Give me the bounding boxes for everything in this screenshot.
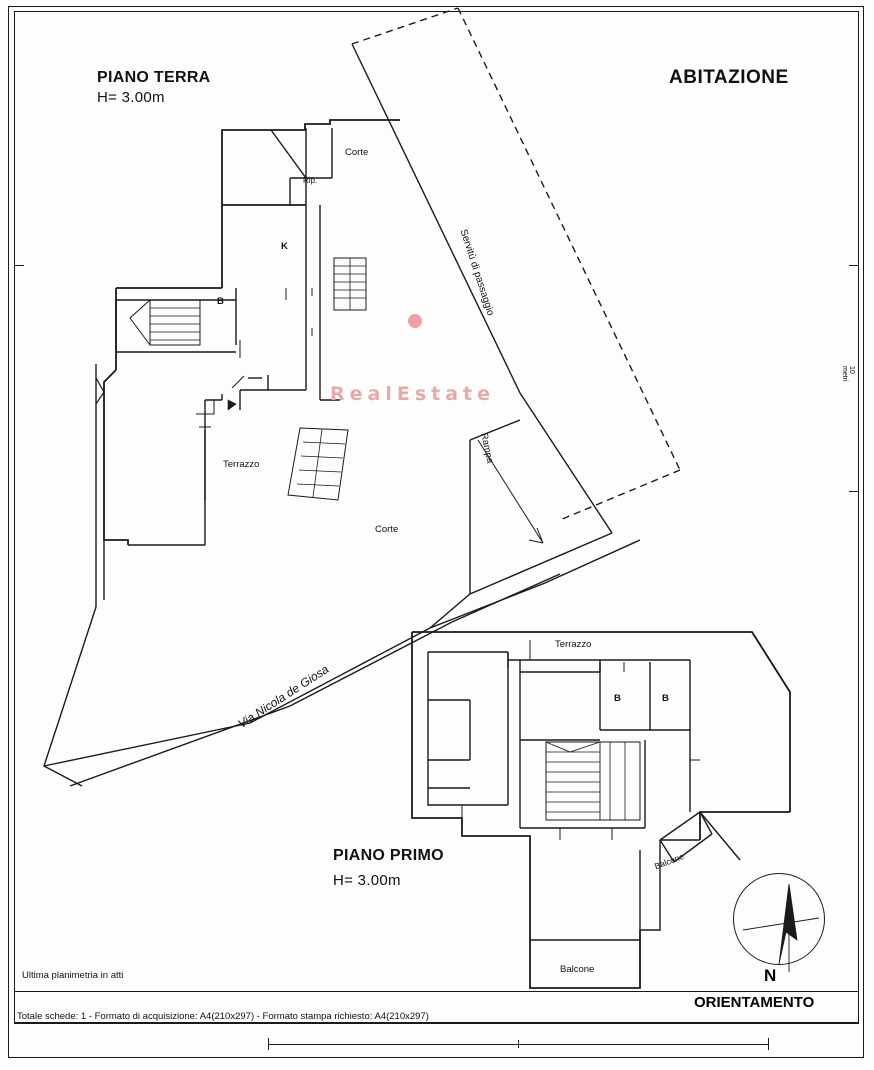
compass-caption: ORIENTAMENTO xyxy=(694,994,815,1011)
room-terrazzo-first: Terrazzo xyxy=(555,639,592,650)
sheet-inner-border xyxy=(14,11,859,1023)
annotation-street-name: Via Nicola de Giosa xyxy=(235,661,332,731)
footer-divider-2 xyxy=(14,1023,859,1024)
ruler-tick-right xyxy=(849,265,859,266)
bottom-scale-tick-mid xyxy=(518,1040,519,1048)
footer-info: Totale schede: 1 - Formato di acquisizione: A4(210x297) - Formato stampa richiesto: A4(210x297) xyxy=(17,1011,429,1022)
room-balcone-side: Balcone xyxy=(653,850,686,872)
footer-divider xyxy=(14,991,859,992)
room-terrazzo-ground: Terrazzo xyxy=(223,459,260,470)
compass-north-label: N xyxy=(764,966,777,985)
room-bath-ground: B xyxy=(217,296,224,307)
annotation-rampa: Rampa xyxy=(478,432,496,465)
room-kitchen: K xyxy=(281,241,288,252)
room-bath-first-1: B xyxy=(614,693,621,704)
first-floor-title: PIANO PRIMO xyxy=(333,847,444,864)
room-bath-first-2: B xyxy=(662,693,669,704)
bottom-scale-tick-left xyxy=(268,1038,269,1050)
bottom-scale-tick-right xyxy=(768,1038,769,1050)
ruler-tick-left xyxy=(14,265,24,266)
compass-rose xyxy=(733,873,829,969)
watermark: RealEstate xyxy=(330,383,496,405)
first-floor-height: H= 3.00m xyxy=(333,872,401,889)
ground-floor-height: H= 3.00m xyxy=(97,89,165,106)
annotation-scale-right: 10 metri xyxy=(841,366,855,382)
location-marker xyxy=(408,314,422,328)
room-rip: Rip. xyxy=(303,176,318,185)
footer-note: Ultima planimetria in atti xyxy=(22,970,124,981)
ground-floor-title: PIANO TERRA xyxy=(97,69,211,86)
room-corte-upper: Corte xyxy=(345,147,369,158)
annotation-servitu: Servitù di passaggio xyxy=(457,228,496,318)
room-corte-lower: Corte xyxy=(375,524,399,535)
ruler-tick-right-2 xyxy=(849,491,859,492)
room-balcone-bottom: Balcone xyxy=(560,964,595,975)
document-title: ABITAZIONE xyxy=(669,67,789,88)
compass-circle xyxy=(733,873,825,965)
